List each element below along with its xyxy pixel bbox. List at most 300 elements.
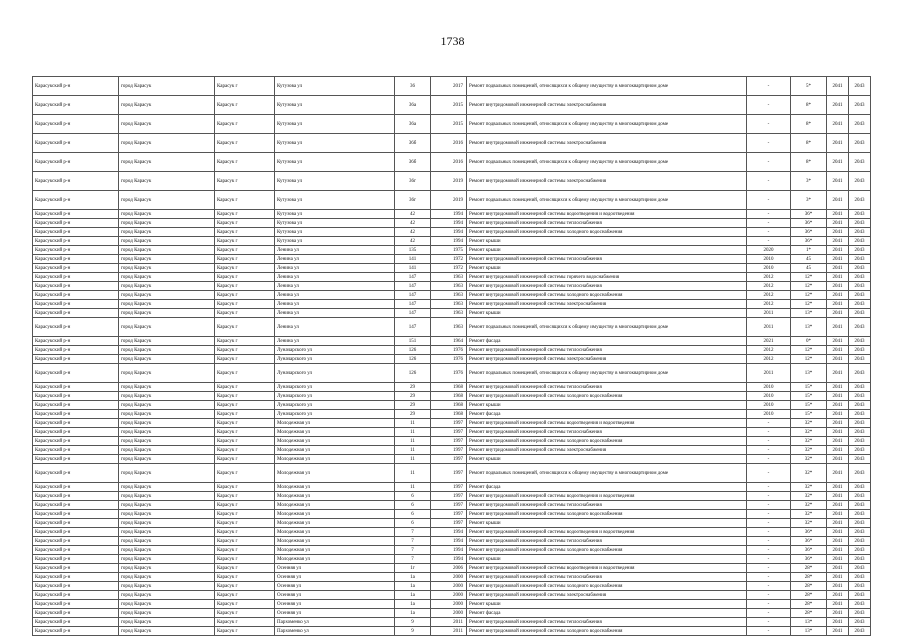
locality-cell: Карасук г [215, 210, 275, 219]
table-row [33, 455, 871, 464]
locality-cell: Карасук г [215, 153, 275, 172]
build-year-cell: 1968 [431, 383, 467, 392]
house-number-cell: 151 [395, 337, 431, 346]
work-type-cell: Ремонт внутридомовой инженерной системы холодного водоснабжения [467, 582, 747, 591]
district-cell: Карасукский р-н [33, 153, 119, 172]
plan-end-year-cell: 2043 [849, 237, 871, 246]
plan-start-year-cell: 2041 [827, 96, 849, 115]
locality-cell: Карасук г [215, 519, 275, 528]
last-repair-year-cell: - [747, 609, 791, 618]
district-cell: Карасукский р-н [33, 546, 119, 555]
table-row [33, 537, 871, 546]
wear-percent-cell: 8* [791, 153, 827, 172]
table-row [33, 237, 871, 246]
build-year-cell: 1976 [431, 346, 467, 355]
build-year-cell: 2019 [431, 172, 467, 191]
house-number-cell: 36г [395, 191, 431, 210]
build-year-cell: 1997 [431, 428, 467, 437]
table-row [33, 492, 871, 501]
city-cell: город Карасук [119, 172, 215, 191]
street-cell: Молодежная ул [275, 446, 395, 455]
city-cell: город Карасук [119, 392, 215, 401]
city-cell: город Карасук [119, 337, 215, 346]
district-cell: Карасукский р-н [33, 618, 119, 627]
last-repair-year-cell: 2012 [747, 346, 791, 355]
plan-start-year-cell: 2041 [827, 582, 849, 591]
plan-start-year-cell: 2041 [827, 191, 849, 210]
district-cell: Карасукский р-н [33, 437, 119, 446]
plan-end-year-cell: 2043 [849, 419, 871, 428]
wear-percent-cell: 28* [791, 564, 827, 573]
street-cell: Кутузова ул [275, 134, 395, 153]
street-cell: Ленина ул [275, 300, 395, 309]
plan-start-year-cell: 2041 [827, 153, 849, 172]
plan-end-year-cell: 2043 [849, 383, 871, 392]
plan-start-year-cell: 2041 [827, 337, 849, 346]
city-cell: город Карасук [119, 134, 215, 153]
house-number-cell: 36г [395, 172, 431, 191]
street-cell: Осенняя ул [275, 573, 395, 582]
plan-end-year-cell: 2043 [849, 255, 871, 264]
work-type-cell: Ремонт крыши [467, 519, 747, 528]
street-cell: Молодежная ул [275, 537, 395, 546]
city-cell: город Карасук [119, 77, 215, 96]
city-cell: город Карасук [119, 96, 215, 115]
work-type-cell: Ремонт крыши [467, 455, 747, 464]
last-repair-year-cell: 2012 [747, 273, 791, 282]
district-cell: Карасукский р-н [33, 282, 119, 291]
work-type-cell: Ремонт крыши [467, 555, 747, 564]
wear-percent-cell: 28* [791, 573, 827, 582]
street-cell: Ленина ул [275, 264, 395, 273]
table-row [33, 228, 871, 237]
district-cell: Карасукский р-н [33, 492, 119, 501]
work-type-cell: Ремонт крыши [467, 237, 747, 246]
locality-cell: Карасук г [215, 528, 275, 537]
district-cell: Карасукский р-н [33, 273, 119, 282]
last-repair-year-cell: - [747, 537, 791, 546]
plan-end-year-cell: 2043 [849, 228, 871, 237]
plan-end-year-cell: 2043 [849, 346, 871, 355]
last-repair-year-cell: - [747, 528, 791, 537]
house-number-cell: 141 [395, 264, 431, 273]
city-cell: город Карасук [119, 228, 215, 237]
house-number-cell: 147 [395, 300, 431, 309]
plan-end-year-cell: 2043 [849, 392, 871, 401]
street-cell: Луначарского ул [275, 383, 395, 392]
last-repair-year-cell: - [747, 219, 791, 228]
table-row [33, 573, 871, 582]
plan-start-year-cell: 2041 [827, 528, 849, 537]
locality-cell: Карасук г [215, 273, 275, 282]
work-type-cell: Ремонт внутридомовой инженерной системы теплоснабжения [467, 383, 747, 392]
locality-cell: Карасук г [215, 483, 275, 492]
plan-start-year-cell: 2041 [827, 255, 849, 264]
work-type-cell: Ремонт внутридомовой инженерной системы теплоснабжения [467, 573, 747, 582]
table-row [33, 346, 871, 355]
house-number-cell: 7 [395, 555, 431, 564]
last-repair-year-cell: - [747, 172, 791, 191]
district-cell: Карасукский р-н [33, 510, 119, 519]
street-cell: Молодежная ул [275, 419, 395, 428]
wear-percent-cell: 36* [791, 546, 827, 555]
locality-cell: Карасук г [215, 134, 275, 153]
wear-percent-cell: 15* [791, 410, 827, 419]
work-type-cell: Ремонт подвальных помещений, относящихся к общему имуществу в многоквартирном доме [467, 115, 747, 134]
street-cell: Молодежная ул [275, 528, 395, 537]
city-cell: город Карасук [119, 555, 215, 564]
wear-percent-cell: 13* [791, 618, 827, 627]
district-cell: Карасукский р-н [33, 455, 119, 464]
plan-start-year-cell: 2041 [827, 383, 849, 392]
table-row [33, 383, 871, 392]
district-cell: Карасукский р-н [33, 246, 119, 255]
locality-cell: Карасук г [215, 510, 275, 519]
plan-start-year-cell: 2041 [827, 355, 849, 364]
city-cell: город Карасук [119, 273, 215, 282]
city-cell: город Карасук [119, 401, 215, 410]
house-number-cell: 1а [395, 582, 431, 591]
district-cell: Карасукский р-н [33, 77, 119, 96]
city-cell: город Карасук [119, 446, 215, 455]
plan-end-year-cell: 2043 [849, 627, 871, 636]
work-type-cell: Ремонт внутридомовой инженерной системы теплоснабжения [467, 428, 747, 437]
build-year-cell: 1994 [431, 537, 467, 546]
street-cell: Молодежная ул [275, 437, 395, 446]
house-number-cell: 36а [395, 115, 431, 134]
district-cell: Карасукский р-н [33, 591, 119, 600]
house-number-cell: 7 [395, 537, 431, 546]
wear-percent-cell: 13* [791, 627, 827, 636]
build-year-cell: 1972 [431, 255, 467, 264]
district-cell: Карасукский р-н [33, 573, 119, 582]
work-type-cell: Ремонт внутридомовой инженерной системы электроснабжения [467, 355, 747, 364]
plan-end-year-cell: 2043 [849, 172, 871, 191]
street-cell: Молодежная ул [275, 519, 395, 528]
plan-end-year-cell: 2043 [849, 564, 871, 573]
city-cell: город Карасук [119, 437, 215, 446]
table-body [33, 77, 871, 636]
street-cell: Молодежная ул [275, 428, 395, 437]
house-number-cell: 36а [395, 96, 431, 115]
plan-end-year-cell: 2043 [849, 483, 871, 492]
plan-end-year-cell: 2043 [849, 134, 871, 153]
locality-cell: Карасук г [215, 419, 275, 428]
district-cell: Карасукский р-н [33, 219, 119, 228]
locality-cell: Карасук г [215, 255, 275, 264]
plan-end-year-cell: 2043 [849, 309, 871, 318]
district-cell: Карасукский р-н [33, 555, 119, 564]
work-type-cell: Ремонт внутридомовой инженерной системы электроснабжения [467, 591, 747, 600]
work-type-cell: Ремонт внутридомовой инженерной системы холодного водоснабжения [467, 546, 747, 555]
city-cell: город Карасук [119, 519, 215, 528]
last-repair-year-cell: - [747, 96, 791, 115]
work-type-cell: Ремонт внутридомовой инженерной системы электроснабжения [467, 446, 747, 455]
city-cell: город Карасук [119, 219, 215, 228]
street-cell: Пархоменко ул [275, 618, 395, 627]
work-type-cell: Ремонт внутридомовой инженерной системы холодного водоснабжения [467, 228, 747, 237]
plan-start-year-cell: 2041 [827, 564, 849, 573]
locality-cell: Карасук г [215, 337, 275, 346]
last-repair-year-cell: - [747, 546, 791, 555]
plan-end-year-cell: 2043 [849, 318, 871, 337]
locality-cell: Карасук г [215, 282, 275, 291]
wear-percent-cell: 0* [791, 337, 827, 346]
wear-percent-cell: 3* [791, 172, 827, 191]
work-type-cell: Ремонт внутридомовой инженерной системы теплоснабжения [467, 501, 747, 510]
city-cell: город Карасук [119, 582, 215, 591]
plan-start-year-cell: 2041 [827, 555, 849, 564]
build-year-cell: 1997 [431, 419, 467, 428]
build-year-cell: 1994 [431, 219, 467, 228]
last-repair-year-cell: 2010 [747, 255, 791, 264]
street-cell: Луначарского ул [275, 346, 395, 355]
plan-end-year-cell: 2043 [849, 337, 871, 346]
street-cell: Ленина ул [275, 246, 395, 255]
last-repair-year-cell: - [747, 115, 791, 134]
locality-cell: Карасук г [215, 291, 275, 300]
city-cell: город Карасук [119, 483, 215, 492]
last-repair-year-cell: - [747, 618, 791, 627]
plan-end-year-cell: 2043 [849, 300, 871, 309]
work-type-cell: Ремонт внутридомовой инженерной системы теплоснабжения [467, 282, 747, 291]
plan-start-year-cell: 2041 [827, 483, 849, 492]
house-number-cell: 11 [395, 437, 431, 446]
build-year-cell: 2019 [431, 191, 467, 210]
locality-cell: Карасук г [215, 172, 275, 191]
district-cell: Карасукский р-н [33, 383, 119, 392]
build-year-cell: 1997 [431, 501, 467, 510]
locality-cell: Карасук г [215, 77, 275, 96]
last-repair-year-cell: - [747, 492, 791, 501]
plan-end-year-cell: 2043 [849, 519, 871, 528]
plan-start-year-cell: 2041 [827, 134, 849, 153]
district-cell: Карасукский р-н [33, 318, 119, 337]
city-cell: город Карасук [119, 246, 215, 255]
plan-start-year-cell: 2041 [827, 237, 849, 246]
build-year-cell: 1963 [431, 282, 467, 291]
table-row [33, 153, 871, 172]
table-row [33, 191, 871, 210]
work-type-cell: Ремонт внутридомовой инженерной системы холодного водоснабжения [467, 392, 747, 401]
table-row [33, 446, 871, 455]
street-cell: Кутузова ул [275, 172, 395, 191]
build-year-cell: 1997 [431, 446, 467, 455]
build-year-cell: 1997 [431, 519, 467, 528]
plan-end-year-cell: 2043 [849, 355, 871, 364]
house-number-cell: 11 [395, 483, 431, 492]
house-number-cell: 9 [395, 627, 431, 636]
plan-end-year-cell: 2043 [849, 555, 871, 564]
district-cell: Карасукский р-н [33, 410, 119, 419]
build-year-cell: 2006 [431, 564, 467, 573]
work-type-cell: Ремонт фасада [467, 337, 747, 346]
build-year-cell: 1976 [431, 355, 467, 364]
table-row [33, 591, 871, 600]
district-cell: Карасукский р-н [33, 483, 119, 492]
plan-start-year-cell: 2041 [827, 346, 849, 355]
table-row [33, 428, 871, 437]
locality-cell: Карасук г [215, 364, 275, 383]
plan-start-year-cell: 2041 [827, 573, 849, 582]
city-cell: город Карасук [119, 492, 215, 501]
wear-percent-cell: 15* [791, 401, 827, 410]
plan-start-year-cell: 2041 [827, 609, 849, 618]
wear-percent-cell: 8* [791, 134, 827, 153]
last-repair-year-cell: 2010 [747, 392, 791, 401]
last-repair-year-cell: 2011 [747, 364, 791, 383]
house-number-cell: 6 [395, 519, 431, 528]
city-cell: город Карасук [119, 346, 215, 355]
build-year-cell: 1975 [431, 246, 467, 255]
district-cell: Карасукский р-н [33, 428, 119, 437]
locality-cell: Карасук г [215, 309, 275, 318]
plan-end-year-cell: 2043 [849, 501, 871, 510]
district-cell: Карасукский р-н [33, 464, 119, 483]
city-cell: город Карасук [119, 501, 215, 510]
street-cell: Молодежная ул [275, 492, 395, 501]
last-repair-year-cell: - [747, 210, 791, 219]
build-year-cell: 1997 [431, 455, 467, 464]
street-cell: Кутузова ул [275, 115, 395, 134]
house-number-cell: 135 [395, 246, 431, 255]
district-cell: Карасукский р-н [33, 401, 119, 410]
table-row [33, 172, 871, 191]
work-type-cell: Ремонт подвальных помещений, относящихся к общему имуществу в многоквартирном доме [467, 364, 747, 383]
plan-end-year-cell: 2043 [849, 246, 871, 255]
house-number-cell: 36б [395, 153, 431, 172]
plan-start-year-cell: 2041 [827, 392, 849, 401]
table-row [33, 582, 871, 591]
work-type-cell: Ремонт фасада [467, 609, 747, 618]
plan-start-year-cell: 2041 [827, 246, 849, 255]
district-cell: Карасукский р-н [33, 564, 119, 573]
locality-cell: Карасук г [215, 401, 275, 410]
plan-end-year-cell: 2043 [849, 618, 871, 627]
city-cell: город Карасук [119, 600, 215, 609]
plan-start-year-cell: 2041 [827, 428, 849, 437]
plan-end-year-cell: 2043 [849, 528, 871, 537]
work-type-cell: Ремонт внутридомовой инженерной системы электроснабжения [467, 172, 747, 191]
table-row [33, 337, 871, 346]
house-number-cell: 42 [395, 228, 431, 237]
build-year-cell: 2000 [431, 582, 467, 591]
wear-percent-cell: 32* [791, 446, 827, 455]
work-type-cell: Ремонт подвальных помещений, относящихся к общему имуществу в многоквартирном доме [467, 153, 747, 172]
district-cell: Карасукский р-н [33, 264, 119, 273]
plan-start-year-cell: 2041 [827, 273, 849, 282]
table-row [33, 437, 871, 446]
city-cell: город Карасук [119, 528, 215, 537]
district-cell: Карасукский р-н [33, 528, 119, 537]
table-row [33, 364, 871, 383]
last-repair-year-cell: 2011 [747, 309, 791, 318]
wear-percent-cell: 15* [791, 383, 827, 392]
district-cell: Карасукский р-н [33, 582, 119, 591]
locality-cell: Карасук г [215, 428, 275, 437]
plan-start-year-cell: 2041 [827, 318, 849, 337]
build-year-cell: 2011 [431, 618, 467, 627]
plan-start-year-cell: 2041 [827, 464, 849, 483]
house-number-cell: 9 [395, 618, 431, 627]
build-year-cell: 1963 [431, 273, 467, 282]
work-type-cell: Ремонт внутридомовой инженерной системы теплоснабжения [467, 537, 747, 546]
wear-percent-cell: 32* [791, 483, 827, 492]
last-repair-year-cell: 2012 [747, 291, 791, 300]
city-cell: город Карасук [119, 291, 215, 300]
table-row [33, 627, 871, 636]
work-type-cell: Ремонт внутридомовой инженерной системы теплоснабжения [467, 346, 747, 355]
house-number-cell: 1г [395, 564, 431, 573]
plan-start-year-cell: 2041 [827, 401, 849, 410]
last-repair-year-cell: - [747, 77, 791, 96]
plan-start-year-cell: 2041 [827, 501, 849, 510]
build-year-cell: 1968 [431, 410, 467, 419]
plan-start-year-cell: 2041 [827, 419, 849, 428]
plan-end-year-cell: 2043 [849, 401, 871, 410]
plan-start-year-cell: 2041 [827, 546, 849, 555]
city-cell: город Карасук [119, 609, 215, 618]
build-year-cell: 1997 [431, 464, 467, 483]
wear-percent-cell: 12* [791, 300, 827, 309]
table-row [33, 609, 871, 618]
locality-cell: Карасук г [215, 591, 275, 600]
build-year-cell: 1997 [431, 492, 467, 501]
page-number: 1738 [440, 34, 465, 48]
locality-cell: Карасук г [215, 191, 275, 210]
district-cell: Карасукский р-н [33, 537, 119, 546]
wear-percent-cell: 28* [791, 591, 827, 600]
street-cell: Ленина ул [275, 309, 395, 318]
table-row [33, 510, 871, 519]
house-number-cell: 147 [395, 309, 431, 318]
street-cell: Кутузова ул [275, 77, 395, 96]
last-repair-year-cell: - [747, 419, 791, 428]
work-type-cell: Ремонт крыши [467, 401, 747, 410]
build-year-cell: 1997 [431, 437, 467, 446]
district-cell: Карасукский р-н [33, 96, 119, 115]
table-row [33, 134, 871, 153]
plan-start-year-cell: 2041 [827, 300, 849, 309]
district-cell: Карасукский р-н [33, 134, 119, 153]
plan-start-year-cell: 2041 [827, 600, 849, 609]
plan-start-year-cell: 2041 [827, 519, 849, 528]
street-cell: Осенняя ул [275, 564, 395, 573]
build-year-cell: 1997 [431, 483, 467, 492]
city-cell: город Карасук [119, 191, 215, 210]
last-repair-year-cell: 2010 [747, 401, 791, 410]
wear-percent-cell: 45 [791, 264, 827, 273]
wear-percent-cell: 12* [791, 282, 827, 291]
locality-cell: Карасук г [215, 573, 275, 582]
work-type-cell: Ремонт внутридомовой инженерной системы водоотведения и водоотведения [467, 210, 747, 219]
locality-cell: Карасук г [215, 600, 275, 609]
house-number-cell: 42 [395, 219, 431, 228]
locality-cell: Карасук г [215, 355, 275, 364]
work-type-cell: Ремонт внутридомовой инженерной системы водоотведения и водоотведения [467, 492, 747, 501]
plan-end-year-cell: 2043 [849, 428, 871, 437]
table-row [33, 96, 871, 115]
work-type-cell: Ремонт внутридомовой инженерной системы горячего водоснабжения [467, 273, 747, 282]
last-repair-year-cell: 2010 [747, 410, 791, 419]
table-row [33, 600, 871, 609]
house-number-cell: 29 [395, 392, 431, 401]
house-number-cell: 1а [395, 573, 431, 582]
build-year-cell: 2015 [431, 115, 467, 134]
plan-start-year-cell: 2041 [827, 282, 849, 291]
house-number-cell: 7 [395, 528, 431, 537]
plan-end-year-cell: 2043 [849, 264, 871, 273]
